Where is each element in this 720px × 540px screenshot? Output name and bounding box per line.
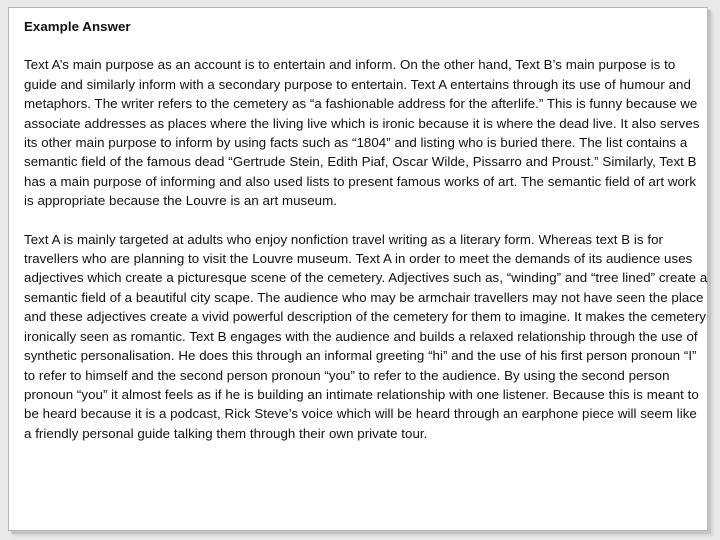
document-frame <box>8 7 708 531</box>
document-content <box>24 17 708 462</box>
paragraph-2: Text A is mainly targeted at adults who enjoy nonfiction travel writing as a literary form. Whereas text B is for travellers who are planning to visit the Louvre museum. Text A in order to meet the demands of its audience uses adjectives which create a picturesque scene of the cemetery. Adjectives such as, “winding” and “tree lined” create a semantic field of a beautiful city scape. The audience who may be armchair travellers may not have seen the place and these adjectives create a vivid powerful description of the cemetery for them to imagine. It makes the cemetery ironically seen as romantic. Text B engages with the audience and builds a relaxed relationship through the use of synthetic personalisation. He does this through an informal greeting “hi” and the use of his first person pronoun “I” to refer to himself and the second person pronoun “you” to refer to the audience. By using the second person pronoun “you” it almost feels as if he is building an intimate relationship with one listener. Because this is meant to be heard because it is a podcast, Rick Steve’s voice which will be heard through an earphone piece will seem like a friendly personal guide talking them through their own private tour. <box>24 231 708 441</box>
paragraph-1: Text A’s main purpose as an account is to entertain and inform. On the other hand, Text B’s main purpose is to guide and similarly inform with a secondary purpose to entertain. Text A entertains through its use of humour and metaphors. The writer refers to the cemetery as “a fashionable address for the afterlife.” This is funny because we associate addresses as places where the living live which is ironic because it is where the dead live. It also serves its other main purpose to inform by using facts such as “1804” and listing who is buried there. The list contains a semantic field of the famous dead “Gertrude Stein, Edith Piaf, Oscar Wilde, Pissarro and Proust.” Similarly, Text B has a main purpose of informing and also used lists to present famous works of art. The semantic field of art work is appropriate because the Louvre is an art museum. <box>24 57 700 209</box>
document-heading: Example Answer <box>24 19 131 34</box>
